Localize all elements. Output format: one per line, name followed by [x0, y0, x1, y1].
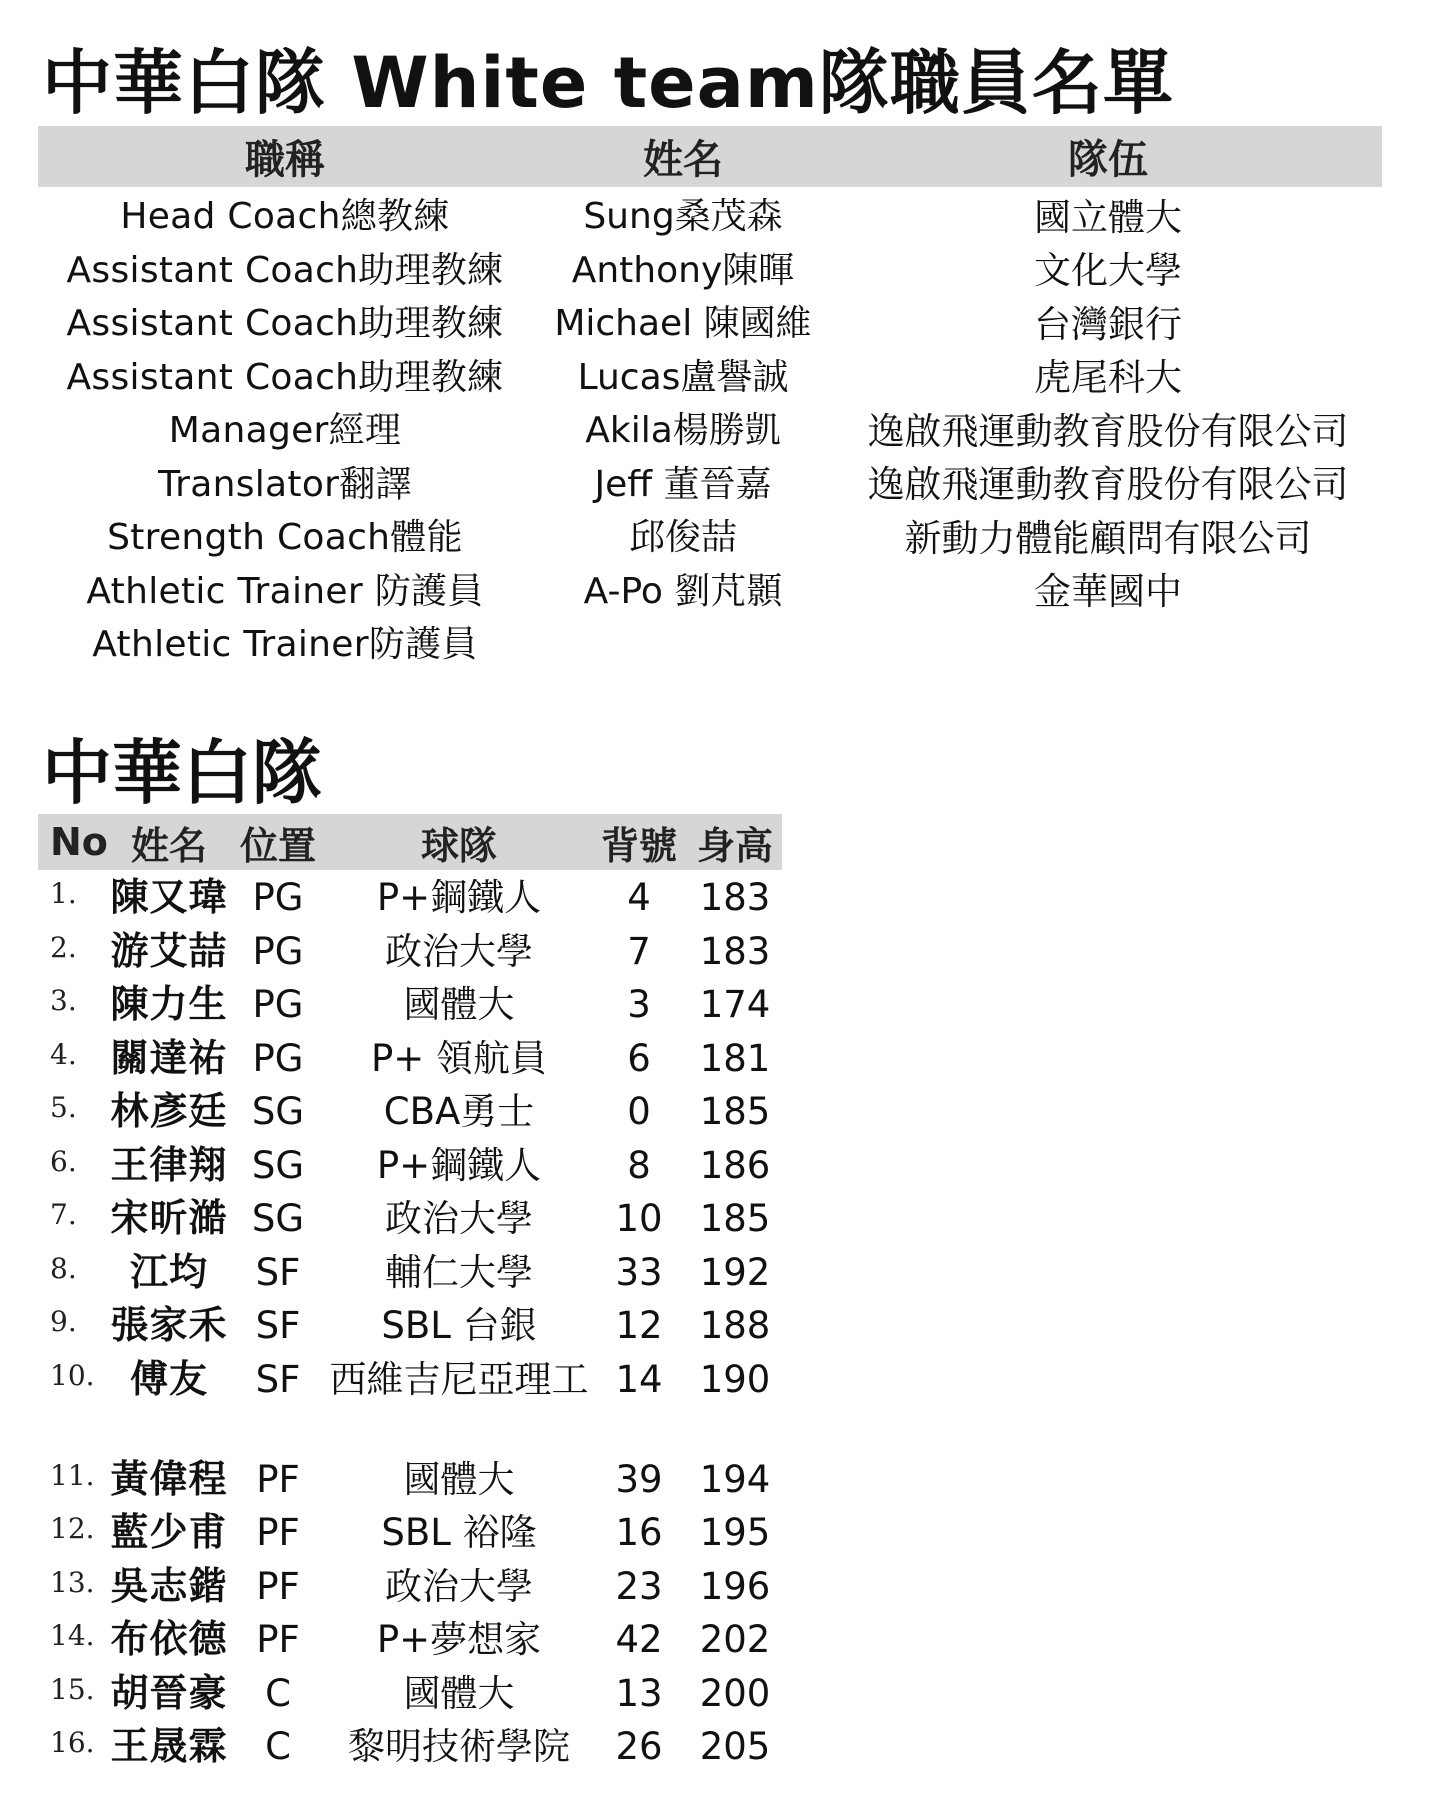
player-name: 胡晉豪	[110, 1670, 228, 1715]
player-position: SG	[251, 1197, 305, 1240]
staff-row	[38, 187, 1382, 241]
roster-title: 中華白隊	[42, 732, 322, 814]
player-name: 王律翔	[110, 1142, 228, 1187]
roster-row	[38, 1666, 782, 1720]
staff-role: Translator翻譯	[158, 463, 412, 505]
staff-role: Athletic Trainer防護員	[92, 624, 478, 666]
player-name: 吳志鍇	[110, 1563, 228, 1608]
player-jersey-number: 7	[627, 929, 651, 973]
roster-row	[38, 1352, 782, 1452]
staff-team: 逸啟飛運動教育股份有限公司	[867, 409, 1349, 453]
player-height: 183	[699, 929, 771, 973]
player-position: C	[265, 1671, 291, 1715]
roster-row	[38, 1612, 782, 1666]
player-no: 14.	[50, 1619, 95, 1652]
staff-team: 金華國中	[1034, 570, 1182, 614]
roster-row	[38, 924, 782, 978]
header-no: No	[50, 820, 108, 864]
player-height: 205	[699, 1725, 771, 1768]
player-club: 黎明技術學院	[348, 1725, 570, 1768]
player-jersey-number: 8	[627, 1143, 651, 1187]
player-name: 游艾喆	[110, 928, 228, 973]
player-no: 1.	[50, 877, 77, 910]
roster-row	[38, 1084, 782, 1138]
player-height: 195	[699, 1511, 771, 1554]
staff-role: Manager經理	[168, 410, 402, 452]
player-club: 政治大學	[385, 1564, 533, 1608]
player-club: 國體大	[403, 1457, 515, 1501]
player-jersey-number: 42	[615, 1618, 663, 1661]
staff-row	[38, 294, 1382, 348]
header-club: 球隊	[420, 823, 497, 868]
player-jersey-number: 4	[627, 876, 651, 919]
player-no: 7.	[50, 1198, 77, 1231]
player-height: 196	[699, 1564, 771, 1608]
staff-team: 虎尾科大	[1034, 356, 1182, 400]
player-jersey-number: 12	[615, 1304, 663, 1347]
roster-table	[38, 814, 782, 1773]
player-height: 194	[699, 1457, 771, 1501]
staff-role: Assistant Coach助理教練	[66, 356, 504, 398]
roster-row	[38, 1031, 782, 1085]
player-name: 陳又瑋	[110, 875, 228, 919]
roster-row	[38, 1452, 782, 1506]
player-no: 8.	[50, 1251, 77, 1285]
player-no: 12.	[50, 1512, 95, 1545]
staff-team: 逸啟飛運動教育股份有限公司	[867, 463, 1349, 507]
player-club: SBL 裕隆	[381, 1511, 537, 1554]
player-no: 4.	[50, 1037, 77, 1071]
player-position: PF	[256, 1511, 300, 1554]
player-club: CBA勇士	[383, 1090, 535, 1133]
player-club: P+鋼鐵人	[376, 876, 542, 919]
player-position: SF	[255, 1357, 301, 1401]
player-name: 黃偉程	[110, 1456, 228, 1501]
player-height: 190	[699, 1357, 771, 1401]
player-no: 11.	[50, 1458, 95, 1492]
staff-row	[38, 508, 1382, 562]
player-club: 國體大	[403, 983, 515, 1026]
player-position: PG	[252, 929, 304, 973]
player-height: 174	[699, 983, 771, 1026]
header-player-name: 姓名	[130, 823, 207, 868]
player-jersey-number: 26	[615, 1725, 663, 1768]
staff-table-body	[38, 187, 1382, 669]
player-club: P+夢想家	[376, 1618, 542, 1661]
player-height: 185	[699, 1090, 771, 1133]
staff-name: Akila楊勝凱	[585, 410, 781, 452]
header-position: 位置	[239, 823, 316, 868]
player-no: 3.	[50, 984, 77, 1017]
player-jersey-number: 3	[627, 983, 651, 1026]
staff-row	[38, 348, 1382, 402]
player-position: PG	[252, 983, 304, 1026]
staff-row	[38, 562, 1382, 616]
staff-name: A-Po 劉芃顥	[583, 570, 783, 612]
staff-name: Jeff 董晉嘉	[594, 463, 772, 505]
staff-role: Assistant Coach助理教練	[66, 303, 504, 345]
player-height: 188	[699, 1304, 771, 1347]
header-jersey-number: 背號	[600, 823, 677, 868]
staff-name: Michael 陳國維	[554, 303, 812, 345]
player-position: SF	[255, 1304, 301, 1347]
player-name: 張家禾	[110, 1303, 228, 1347]
roster-row	[38, 1719, 782, 1773]
player-jersey-number: 16	[615, 1511, 663, 1554]
player-height: 186	[699, 1143, 771, 1187]
player-no: 10.	[50, 1358, 95, 1392]
player-name: 布依德	[110, 1617, 228, 1661]
player-no: 15.	[50, 1672, 95, 1706]
player-no: 5.	[50, 1091, 77, 1124]
player-position: PF	[256, 1564, 300, 1608]
staff-role: Assistant Coach助理教練	[66, 249, 504, 291]
player-club: SBL 台銀	[381, 1304, 537, 1347]
player-position: PG	[252, 1036, 304, 1080]
staff-role: Strength Coach體能	[107, 517, 463, 559]
staff-name: 邱俊喆	[628, 517, 737, 559]
player-position: PF	[256, 1457, 300, 1501]
player-club: 輔仁大學	[385, 1250, 533, 1294]
player-jersey-number: 33	[615, 1250, 663, 1294]
player-name: 關達祐	[110, 1035, 228, 1080]
staff-list-title: 中華白隊 White team隊職員名單	[42, 42, 1174, 124]
player-club: 政治大學	[385, 929, 533, 973]
staff-row	[38, 615, 1382, 669]
player-height: 185	[699, 1197, 771, 1240]
roster-row	[38, 1191, 782, 1245]
player-jersey-number: 39	[615, 1457, 663, 1501]
header-role: 職稱	[245, 137, 325, 183]
player-club: P+鋼鐵人	[376, 1143, 542, 1187]
player-name: 江均	[129, 1249, 208, 1294]
player-no: 16.	[50, 1726, 95, 1759]
player-name: 傅友	[129, 1356, 208, 1401]
staff-row	[38, 241, 1382, 295]
roster-table-body	[38, 870, 782, 1773]
roster-row	[38, 1138, 782, 1192]
player-height: 202	[699, 1618, 771, 1661]
header-name: 姓名	[643, 137, 723, 183]
player-jersey-number: 23	[615, 1564, 663, 1608]
player-no: 9.	[50, 1305, 77, 1338]
staff-team: 新動力體能顧問有限公司	[904, 516, 1312, 560]
player-position: PG	[252, 876, 304, 919]
player-jersey-number: 14	[615, 1357, 663, 1401]
player-position: SF	[255, 1250, 301, 1294]
staff-team: 台灣銀行	[1034, 302, 1182, 346]
player-jersey-number: 0	[627, 1090, 651, 1133]
player-name: 陳力生	[110, 982, 228, 1026]
staff-table	[38, 126, 1382, 669]
player-name: 藍少甫	[110, 1510, 228, 1554]
player-height: 192	[699, 1250, 771, 1294]
player-name: 宋昕澔	[110, 1196, 228, 1240]
staff-name: Lucas盧譽誠	[577, 356, 789, 398]
header-team: 隊伍	[1068, 137, 1148, 183]
roster-row	[38, 977, 782, 1031]
staff-table-header	[38, 126, 1382, 187]
player-club: 國體大	[403, 1671, 515, 1715]
player-height: 183	[699, 876, 771, 919]
player-no: 13.	[50, 1565, 95, 1599]
roster-row	[38, 1298, 782, 1352]
staff-role: Athletic Trainer 防護員	[86, 570, 484, 612]
roster-table-header	[38, 814, 782, 870]
player-position: PF	[256, 1618, 300, 1661]
staff-name: Anthony陳暉	[571, 249, 795, 291]
roster-row	[38, 1559, 782, 1613]
player-jersey-number: 10	[615, 1197, 663, 1240]
player-position: C	[265, 1725, 291, 1768]
player-club: P+ 領航員	[370, 1036, 548, 1080]
staff-row	[38, 455, 1382, 509]
roster-row	[38, 1245, 782, 1299]
player-no: 6.	[50, 1144, 77, 1178]
player-club: 政治大學	[385, 1197, 533, 1240]
player-no: 2.	[50, 930, 77, 964]
staff-team: 文化大學	[1034, 249, 1182, 293]
roster-row	[38, 870, 782, 924]
player-height: 181	[699, 1036, 771, 1080]
player-height: 200	[699, 1671, 771, 1715]
player-club: 西維吉尼亞理工	[329, 1357, 589, 1401]
staff-name: Sung桑茂森	[583, 196, 783, 238]
staff-team: 國立體大	[1034, 195, 1182, 239]
staff-row	[38, 401, 1382, 455]
staff-role: Head Coach總教練	[120, 196, 450, 238]
roster-row	[38, 1505, 782, 1559]
player-name: 王晟霖	[110, 1724, 228, 1768]
player-jersey-number: 6	[627, 1036, 651, 1080]
header-height: 身高	[696, 823, 773, 868]
player-name: 林彥廷	[110, 1089, 228, 1133]
player-jersey-number: 13	[615, 1671, 663, 1715]
player-position: SG	[251, 1143, 305, 1187]
player-position: SG	[251, 1090, 305, 1133]
